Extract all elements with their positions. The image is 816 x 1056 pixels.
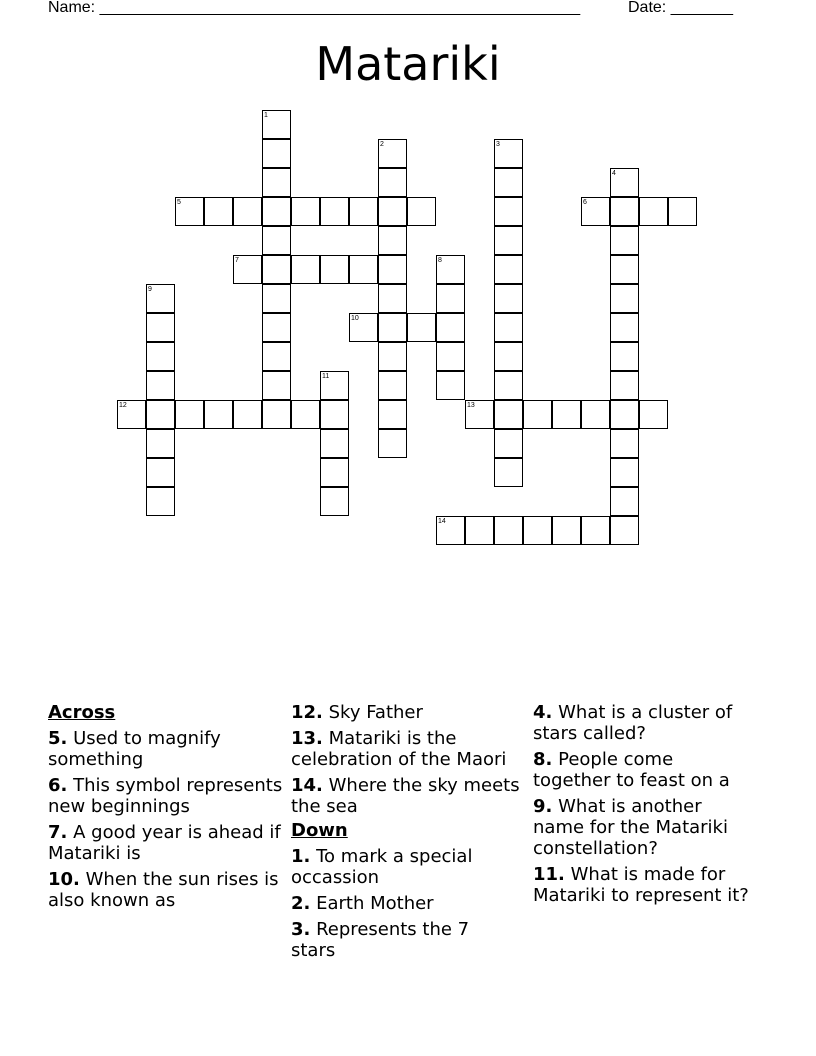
clue-number-label: 5 bbox=[177, 199, 181, 206]
clue-across-6: 6. This symbol represents new beginnings bbox=[48, 775, 283, 817]
down-heading: Down bbox=[291, 820, 348, 841]
grid-cell[interactable] bbox=[494, 516, 523, 545]
clue-down-3: 3. Represents the 7 stars bbox=[291, 919, 470, 961]
grid-cell[interactable] bbox=[262, 168, 291, 197]
grid-cell[interactable] bbox=[378, 429, 407, 458]
grid-cell[interactable] bbox=[378, 226, 407, 255]
grid-cell[interactable] bbox=[610, 371, 639, 400]
grid-cell[interactable] bbox=[378, 168, 407, 197]
grid-cell[interactable] bbox=[349, 255, 378, 284]
clue-down-11: 11. What is made for Matariki to represent it? bbox=[533, 864, 749, 906]
grid-cell[interactable] bbox=[378, 255, 407, 284]
grid-cell[interactable] bbox=[146, 458, 175, 487]
grid-cell[interactable] bbox=[320, 400, 349, 429]
grid-cell[interactable] bbox=[320, 255, 349, 284]
grid-cell[interactable] bbox=[610, 342, 639, 371]
grid-cell[interactable] bbox=[262, 284, 291, 313]
grid-cell[interactable] bbox=[494, 342, 523, 371]
clue-down-2: 2. Earth Mother bbox=[291, 893, 434, 914]
grid-cell[interactable] bbox=[494, 429, 523, 458]
clue-down-4: 4. What is a cluster of stars called? bbox=[533, 702, 733, 744]
grid-cell[interactable] bbox=[494, 255, 523, 284]
grid-cell[interactable] bbox=[262, 313, 291, 342]
clue-number-label: 14 bbox=[438, 518, 446, 525]
clue-number-label: 1 bbox=[264, 112, 268, 119]
grid-cell[interactable] bbox=[320, 197, 349, 226]
grid-cell[interactable] bbox=[523, 516, 552, 545]
grid-cell[interactable] bbox=[494, 400, 523, 429]
grid-cell[interactable] bbox=[610, 284, 639, 313]
clue-number-label: 8 bbox=[438, 257, 442, 264]
grid-cell[interactable] bbox=[494, 371, 523, 400]
grid-cell[interactable] bbox=[552, 516, 581, 545]
clue-down-1: 1. To mark a special occassion bbox=[291, 846, 473, 888]
grid-cell[interactable] bbox=[494, 226, 523, 255]
grid-cell[interactable] bbox=[378, 400, 407, 429]
grid-cell[interactable] bbox=[378, 313, 407, 342]
grid-cell[interactable] bbox=[494, 284, 523, 313]
grid-cell[interactable] bbox=[378, 371, 407, 400]
grid-cell[interactable] bbox=[668, 197, 697, 226]
grid-cell[interactable] bbox=[146, 371, 175, 400]
clue-across-5: 5. Used to magnify something bbox=[48, 728, 221, 770]
grid-cell[interactable] bbox=[407, 313, 436, 342]
grid-cell[interactable] bbox=[378, 284, 407, 313]
clue-number-label: 6 bbox=[583, 199, 587, 206]
grid-cell[interactable] bbox=[610, 516, 639, 545]
grid-cell[interactable] bbox=[494, 313, 523, 342]
grid-cell[interactable] bbox=[175, 400, 204, 429]
clue-number-label: 2 bbox=[380, 141, 384, 148]
page-title: Matariki bbox=[315, 37, 501, 91]
grid-cell[interactable] bbox=[146, 342, 175, 371]
grid-cell[interactable] bbox=[407, 197, 436, 226]
date-field-label: Date: _______ bbox=[628, 0, 733, 16]
grid-cell[interactable] bbox=[639, 197, 668, 226]
clues-column-2 bbox=[291, 702, 531, 966]
grid-cell[interactable] bbox=[320, 487, 349, 516]
clue-number-label: 10 bbox=[351, 315, 359, 322]
clue-across-7: 7. A good year is ahead if Matariki is bbox=[48, 822, 281, 864]
grid-cell[interactable] bbox=[610, 429, 639, 458]
grid-cell[interactable] bbox=[436, 313, 465, 342]
clues-column-1 bbox=[48, 702, 288, 916]
clue-down-8: 8. People come together to feast on a bbox=[533, 749, 730, 791]
grid-cell[interactable] bbox=[494, 168, 523, 197]
grid-cell[interactable] bbox=[233, 400, 262, 429]
grid-cell[interactable] bbox=[436, 342, 465, 371]
grid-cell[interactable] bbox=[146, 429, 175, 458]
clue-number-label: 9 bbox=[148, 286, 152, 293]
clue-across-13: 13. Matariki is the celebration of the Maori bbox=[291, 728, 507, 770]
grid-cell[interactable] bbox=[610, 255, 639, 284]
grid-cell[interactable] bbox=[262, 255, 291, 284]
grid-cell[interactable] bbox=[610, 458, 639, 487]
grid-cell[interactable] bbox=[262, 342, 291, 371]
grid-cell[interactable] bbox=[378, 197, 407, 226]
clue-across-14: 14. Where the sky meets the sea bbox=[291, 775, 520, 817]
grid-cell[interactable] bbox=[262, 197, 291, 226]
clue-down-9: 9. What is another name for the Matariki constellation? bbox=[533, 796, 728, 859]
grid-cell[interactable] bbox=[610, 226, 639, 255]
grid-cell[interactable] bbox=[204, 197, 233, 226]
grid-cell[interactable] bbox=[581, 516, 610, 545]
grid-cell[interactable] bbox=[610, 313, 639, 342]
clue-number-label: 12 bbox=[119, 402, 127, 409]
grid-cell[interactable] bbox=[262, 371, 291, 400]
grid-cell[interactable] bbox=[494, 197, 523, 226]
grid-cell[interactable] bbox=[233, 197, 262, 226]
clue-number-label: 7 bbox=[235, 257, 239, 264]
clue-number-label: 3 bbox=[496, 141, 500, 148]
grid-cell[interactable] bbox=[465, 516, 494, 545]
clue-number-label: 11 bbox=[322, 373, 330, 380]
clue-number-label: 13 bbox=[467, 402, 475, 409]
grid-cell[interactable] bbox=[146, 487, 175, 516]
grid-cell[interactable] bbox=[610, 400, 639, 429]
grid-cell[interactable] bbox=[610, 197, 639, 226]
grid-cell[interactable] bbox=[262, 139, 291, 168]
grid-cell[interactable] bbox=[610, 487, 639, 516]
grid-cell[interactable] bbox=[581, 400, 610, 429]
grid-cell[interactable] bbox=[639, 400, 668, 429]
grid-cell[interactable] bbox=[291, 400, 320, 429]
grid-cell[interactable] bbox=[146, 313, 175, 342]
grid-cell[interactable] bbox=[291, 255, 320, 284]
grid-cell[interactable] bbox=[494, 458, 523, 487]
grid-cell[interactable] bbox=[320, 458, 349, 487]
grid-cell[interactable] bbox=[436, 284, 465, 313]
clue-across-10: 10. When the sun rises is also known as bbox=[48, 869, 279, 911]
grid-cell[interactable] bbox=[291, 197, 320, 226]
clues-column-3 bbox=[533, 702, 773, 911]
grid-cell[interactable] bbox=[146, 400, 175, 429]
grid-cell[interactable] bbox=[523, 400, 552, 429]
name-field-label: Name: ______________________________________________________ bbox=[48, 0, 581, 16]
grid-cell[interactable] bbox=[320, 429, 349, 458]
grid-cell[interactable] bbox=[436, 371, 465, 400]
grid-cell[interactable] bbox=[262, 226, 291, 255]
grid-cell[interactable] bbox=[552, 400, 581, 429]
grid-cell[interactable] bbox=[349, 197, 378, 226]
across-heading: Across bbox=[48, 702, 116, 723]
clue-number-label: 4 bbox=[612, 170, 616, 177]
clue-across-12: 12. Sky Father bbox=[291, 702, 423, 723]
grid-cell[interactable] bbox=[204, 400, 233, 429]
grid-cell[interactable] bbox=[262, 400, 291, 429]
grid-cell[interactable] bbox=[378, 342, 407, 371]
